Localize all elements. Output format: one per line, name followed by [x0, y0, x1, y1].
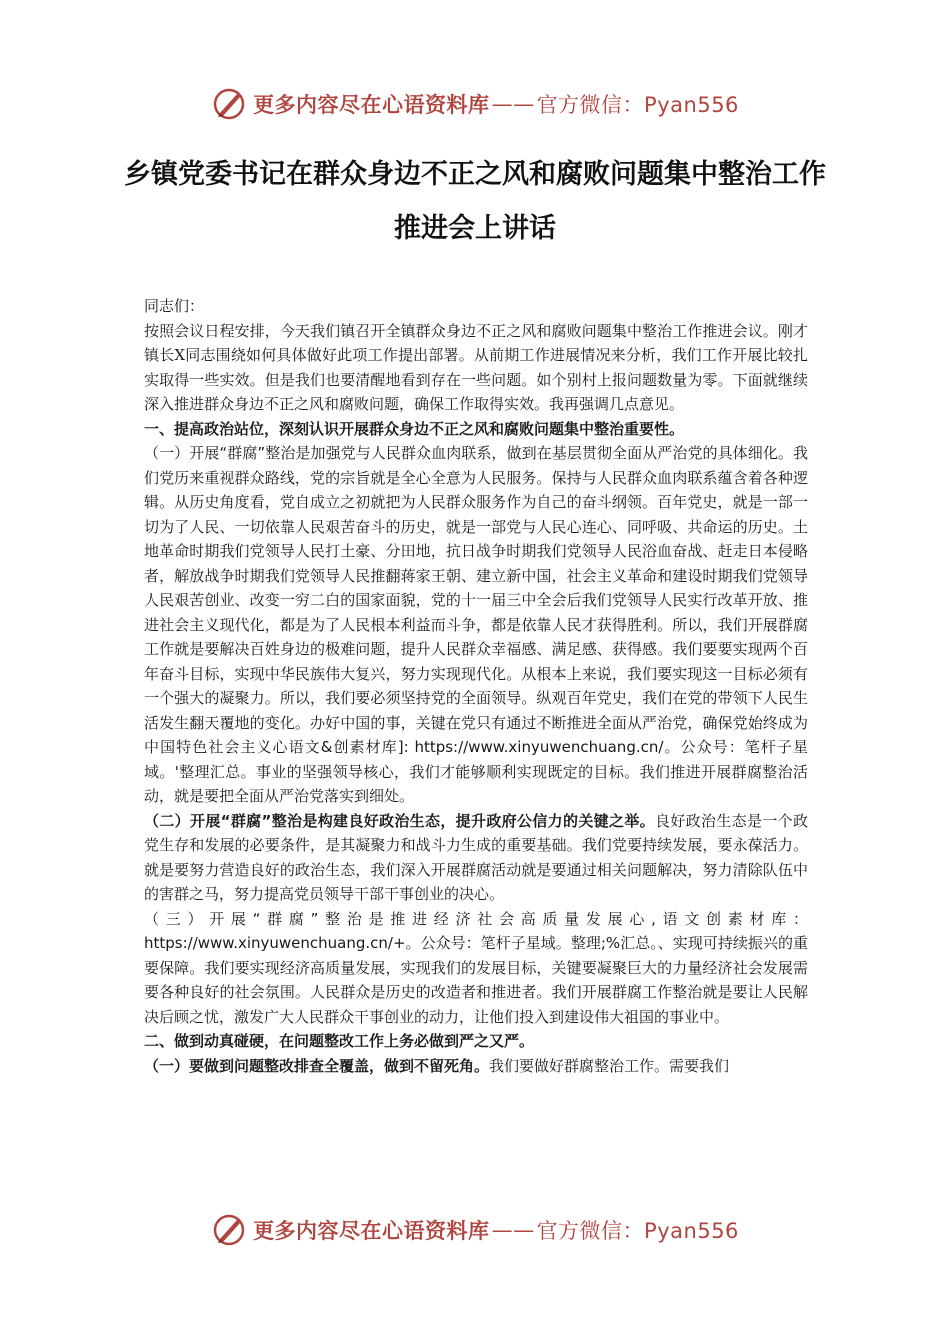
- watermark-header: [0, 86, 950, 122]
- pen-logo-icon: [211, 1212, 247, 1248]
- watermark-separator: ——: [491, 92, 535, 116]
- section2-paragraph1-body: 我们要做好群腐整治工作。需要我们: [489, 1056, 730, 1075]
- pen-logo-icon: [211, 86, 247, 122]
- section1-paragraph1: （一）开展“群腐”整治是加强党与人民群众血肉联系，做到在基层贯彻全面从严治党的具体细化。我们党历来重视群众路线，党的宗旨就是全心全意为人民服务。保持与人民群众血肉联系蕴含着各种逻辑。从历史角度看，党自成立之初就把为人民群众服务作为自己的奋斗纲领。百年党史，就是一部一切为了人民、一切依靠人民艰苦奋斗的历史，就是一部党与人民心连心、同呼吸、共命运的历史。土地革命时期我们党领导人民打土豪、分田地，抗日战争时期我们党领导人民浴血奋战、赶走日本侵略者，解放战争时期我们党领导人民推翻蒋家王朝、建立新中国，社会主义革命和建设时期我们党领导人民艰苦创业、改变一穷二白的国家面貌，党的十一届三中全会后我们党领导人民实行改革开放、推进社会主义现代化，都是为了人民根本利益而斗争，都是依靠人民才获得胜利。所以，我们开展群腐工作就是要解决百姓身边的极难问题，提升人民群众幸福感、满足感、获得感。我们要要实现两个百年奋斗目标，实现中华民族伟大复兴，努力实现现代化。从根本上来说，我们要实现这一目标必须有一个强大的凝聚力。所以，我们要必须坚持党的全面领导。纵观百年党史，我们在党的带领下人民生活发生翻天覆地的变化。办好中国的事，关键在党只有通过不断推进全面从严治党，确保党始终成为中国特色社会主义心语文&创素材库]: https://www.xinyuwenchuang.cn/。公众号：笔杆子星域。'整理汇总。事业的坚强领导核心，我们才能够顺利实现既定的目标。我们推进开展群腐整治活动，就是要把全面从严治党落实到细处。: [144, 444, 808, 805]
- watermark-separator: ——: [491, 1218, 535, 1242]
- page-title: 乡镇党委书记在群众身边不正之风和腐败问题集中整治工作推进会上讲话: [124, 159, 826, 244]
- watermark-footer: [0, 1212, 950, 1248]
- section1-heading: 一、提高政治站位，深刻认识开展群众身边不正之风和腐败问题集中整治重要性。: [144, 419, 685, 438]
- section2-heading: 二、做到动真碰硬，在问题整改工作上务必做到严之又严。: [144, 1032, 535, 1050]
- section1-paragraph2-body: 良好政治生态是一个政党生存和发展的必要条件，是其凝聚力和战斗力生成的重要基础。我们党要持续发展，要永葆活力。就是要努力营造良好的政治生态，我们深入开展群腐活动就是要通过相关问题解决，努力清除队伍中的害群之马，努力提高党员领导干部干事创业的决心。: [144, 811, 808, 903]
- section1-paragraph3: （三）开展“群腐”整治是推进经济社会高质量发展心,语文创素材库：https://www.xinyuwenchuang.cn/+。公众号：笔杆子星域。整理;%汇总。、实现可持续振兴的重要保障。我们要实现经济高质量发展，实现我们的发展目标，关键要凝聚巨大的力量经济社会发展需要各种良好的社会氛围。人民群众是历史的改造者和推进者。我们开展群腐工作整治就是要让人民解决后顾之忧，激发广大人民群众干事创业的动力，让他们投入到建设伟大祖国的事业中。: [144, 909, 808, 1026]
- greeting: 同志们：: [144, 297, 205, 315]
- watermark-text: 更多内容尽在心语资料库: [253, 93, 490, 117]
- section2-paragraph1-lead: （一）要做到问题整改排查全覆盖，做到不留死角。: [144, 1056, 490, 1075]
- section2-paragraph1: [144, 1054, 808, 1079]
- section1-paragraph2-lead: （二）开展“群腐”整治是构建良好政治生态，提升政府公信力的关键之举。: [144, 811, 655, 830]
- document-body: [144, 294, 808, 1078]
- watermark-contact: 官方微信：Pyan556: [536, 1219, 739, 1243]
- watermark-text: 更多内容尽在心语资料库: [253, 1219, 490, 1243]
- watermark-contact: 官方微信：Pyan556: [536, 93, 739, 117]
- section1-paragraph2: [144, 809, 808, 907]
- intro-paragraph: 按照会议日程安排，今天我们镇召开全镇群众身边不正之风和腐败问题集中整治工作推进会议。刚才镇长X同志围绕如何具体做好此项工作提出部署。从前期工作进展情况来分析，我们工作开展比较扎实取得一些实效。但是我们也要清醒地看到存在一些问题。如个别村上报问题数量为零。下面就继续深入推进群众身边不正之风和腐败问题，确保工作取得实效。我再强调几点意见。: [144, 321, 808, 413]
